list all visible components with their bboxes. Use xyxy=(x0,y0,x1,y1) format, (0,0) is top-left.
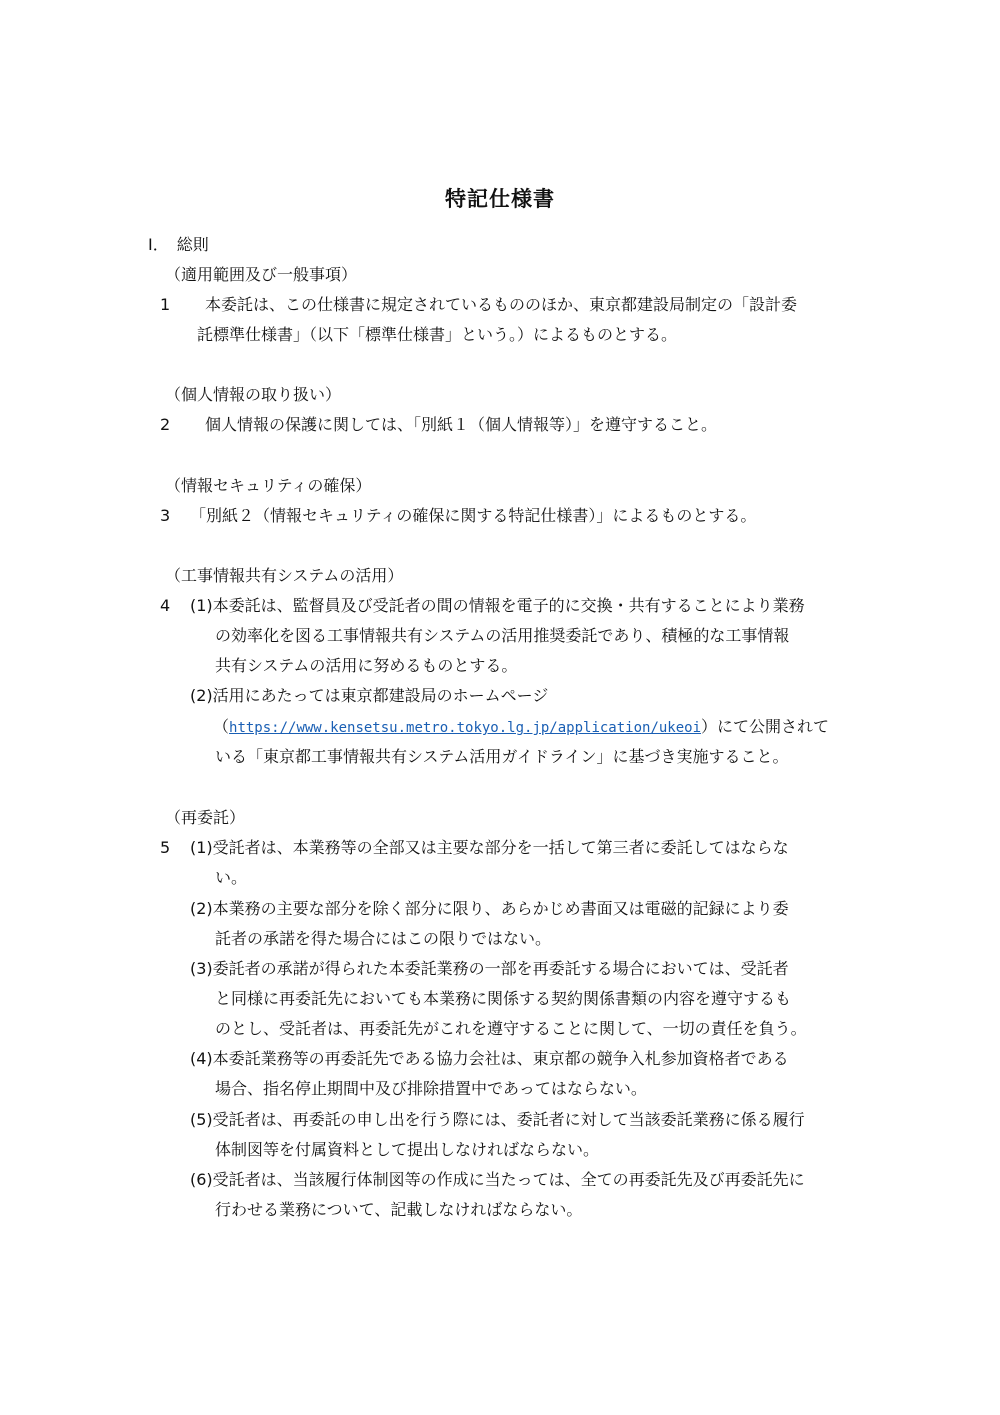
section-heading: （工事情報共有システムの活用） xyxy=(165,566,404,585)
guideline-url-link[interactable]: https://www.kensetsu.metro.tokyo.lg.jp/application/ukeoi xyxy=(229,720,702,736)
item-number: 1 xyxy=(160,295,171,314)
item-text: 本委託は、この仕様書に規定されているもののほか、東京都建設局制定の「設計委 xyxy=(205,295,798,314)
sub-item-text: (6)受託者は、当該履行体制図等の作成に当たっては、全ての再委託先及び再委託先に xyxy=(190,1170,805,1189)
sub-item-text: (5)受託者は、再委託の申し出を行う際には、委託者に対して当該委託業務に係る履行 xyxy=(190,1110,805,1129)
item-number: 2 xyxy=(160,415,171,434)
section-heading: （再委託） xyxy=(165,808,246,827)
sub-item-text xyxy=(213,717,829,738)
sub-item-text: (2)本業務の主要な部分を除く部分に限り、あらかじめ書面又は電磁的記録により委 xyxy=(190,899,789,918)
sub-item-text: (4)本委託業務等の再委託先である協力会社は、東京都の競争入札参加資格者である xyxy=(190,1049,789,1068)
item-text: 個人情報の保護に関しては、「別紙１（個人情報等）」を遵守すること。 xyxy=(205,415,718,434)
sub-item-text: 体制図等を付属資料として提出しなければならない。 xyxy=(215,1140,600,1159)
section-heading: （情報セキュリティの確保） xyxy=(165,476,372,495)
item-text: 託標準仕様書」（以下「標準仕様書」という。）によるものとする。 xyxy=(197,325,678,344)
document-title: 特記仕様書 xyxy=(445,187,555,211)
paren-close-text: ）にて公開されて xyxy=(701,717,830,736)
item-text: 「別紙２（情報セキュリティの確保に関する特記仕様書）」によるものとする。 xyxy=(190,506,757,525)
item-number: 4 xyxy=(160,596,171,615)
sub-item-text: いる「東京都工事情報共有システム活用ガイドライン」に基づき実施すること。 xyxy=(215,747,789,766)
sub-item-text: い。 xyxy=(215,868,248,887)
sub-item-text: (2)活用にあたっては東京都建設局のホームページ xyxy=(190,686,549,705)
item-number: 5 xyxy=(160,838,171,857)
sub-item-text: (1)本委託は、監督員及び受託者の間の情報を電子的に交換・共有することにより業務 xyxy=(190,596,805,615)
sub-item-text: と同様に再委託先においても本業務に関係する契約関係書類の内容を遵守するも xyxy=(215,989,792,1008)
sub-item-text: 託者の承諾を得た場合にはこの限りではない。 xyxy=(215,929,552,948)
paren-open: （ xyxy=(213,717,230,736)
section-heading: （個人情報の取り扱い） xyxy=(165,385,342,404)
sub-item-text: (1)受託者は、本業務等の全部又は主要な部分を一括して第三者に委託してはならな xyxy=(190,838,789,857)
sub-item-text: 共有システムの活用に努めるものとする。 xyxy=(215,656,518,675)
sub-item-text: (3)委託者の承諾が得られた本委託業務の一部を再委託する場合においては、受託者 xyxy=(190,959,789,978)
chapter-heading: Ⅰ． 総則 xyxy=(148,235,209,254)
item-number: 3 xyxy=(160,506,171,525)
sub-item-text: の効率化を図る工事情報共有システムの活用推奨委託であり、積極的な工事情報 xyxy=(215,626,790,645)
sub-item-text: のとし、受託者は、再委託先がこれを遵守することに関して、一切の責任を負う。 xyxy=(215,1019,807,1038)
sub-item-text: 場合、指名停止期間中及び排除措置中であってはならない。 xyxy=(215,1079,647,1098)
sub-item-text: 行わせる業務について、記載しなければならない。 xyxy=(215,1200,583,1219)
section-heading: （適用範囲及び一般事項） xyxy=(165,265,358,284)
